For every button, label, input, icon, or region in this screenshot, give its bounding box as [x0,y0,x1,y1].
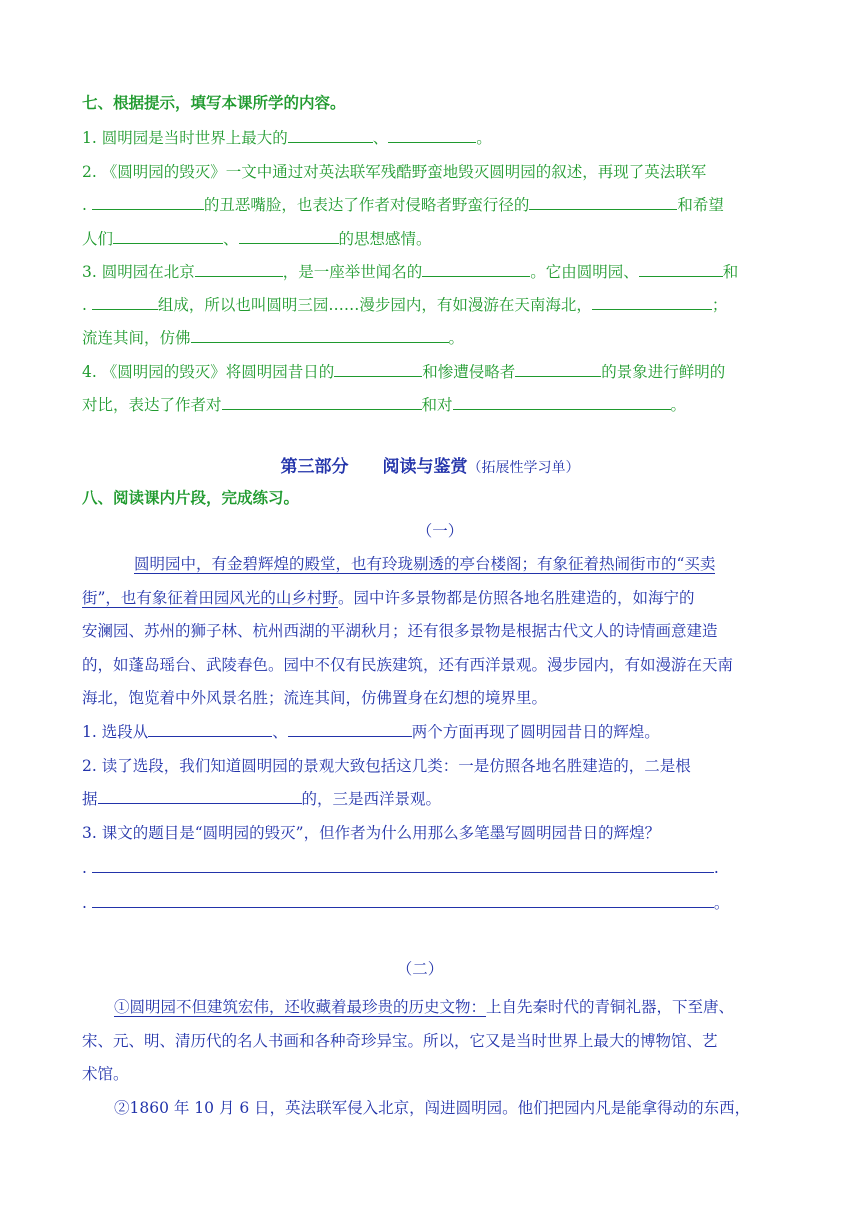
answer2-end: 。 [713,894,730,912]
passage2-line4: ②1860 年 10 月 6 日，英法联军侵入北京，闯进圆明园。他们把园内凡是能拿得动的东西， [114,1099,751,1117]
passage1-line3: 安澜园、苏州的狮子林、杭州西湖的平湖秋月；还有很多景物是根据古代文人的诗情画意建造 [82,622,718,640]
s7-q3-text-d: 和 [722,263,739,281]
s8-q2-text-b: 的，三是西洋景观。 [301,790,442,808]
s7-q4-text-f: 。 [670,396,687,414]
s8-q1-text-a: 1. 选段从 [82,723,149,741]
s7-question-3-line3 [82,327,782,349]
s7-q1-blank-1[interactable] [288,127,373,143]
s7-q2-blank-1[interactable] [92,194,204,210]
passage1-line2-rest: 。园中许多景物都是仿照各地名胜建造的，如海宁的 [337,589,695,607]
s7-q3-blank-6[interactable] [191,327,449,343]
s7-q1-sep: 、 [372,129,389,147]
passage2-line1 [114,996,784,1018]
part3-subtitle: （拓展性学习单） [467,460,580,476]
part3-title-text: 第三部分 阅读与鉴赏 [280,457,468,477]
s7-q4-blank-1[interactable] [334,361,422,377]
s7-q2-text-d: 人们 [82,230,114,248]
s8-q1-blank-2[interactable] [288,721,412,737]
part3-title [0,456,860,479]
s7-question-4-line1 [82,361,782,383]
s7-q4-text-e: 和对 [421,396,453,414]
s7-q2-sep: 、 [223,230,239,248]
s7-q3-blank-5[interactable] [592,294,712,310]
s7-question-3-line2 [82,294,782,316]
s8-answer-blank-2[interactable] [92,892,714,908]
s7-q3-text-f: ； [711,296,728,314]
s7-question-1 [82,127,782,149]
s8-q2-text-a: 据 [82,790,98,808]
passage1-label: （一） [416,522,464,540]
s7-question-2-line1: 2. 《圆明园的毁灭》一文中通过对英法联军残酷野蛮地毁灭圆明园的叙述，再现了英法联军 [82,163,707,181]
passage1-line4: 的，如蓬岛瑶台、武陵春色。园中不仅有民族建筑，还有西洋景观。漫步园内，有如漫游在天南 [82,656,734,674]
section8-heading: 八、阅读课内片段，完成练习。 [82,488,300,507]
s8-answer-blank-1[interactable] [92,857,714,873]
s7-q3-dot: . [82,296,87,314]
s7-q3-blank-4[interactable] [92,294,158,310]
passage2-underlined: ①圆明园不但建筑宏伟，还收藏着最珍贵的历史文物： [114,998,487,1016]
s7-question-4-line2 [82,394,782,416]
passage1-line2 [82,587,782,609]
section7-heading: 七、根据提示，填写本课所学的内容。 [82,93,346,112]
s7-q4-text-d: 对比，表达了作者对 [82,396,222,414]
s7-q3-text-g: 流连其间，仿佛 [82,329,191,347]
answer2-dot: . [82,894,87,912]
s7-question-2-line3 [82,228,782,250]
s8-question-2-line1: 2. 读了选段，我们知道圆明园的景观大致包括这几类：一是仿照各地名胜建造的，二是根 [82,757,691,775]
s7-q4-blank-3[interactable] [222,394,422,410]
s7-q2-blank-4[interactable] [239,228,339,244]
s7-q3-blank-2[interactable] [422,261,530,277]
s7-q2-text-c: 和希望 [677,196,724,214]
s8-q2-blank[interactable] [98,788,302,804]
passage1-line1 [134,553,784,575]
s7-q3-text-c: 。它由圆明园、 [530,263,639,281]
s7-q2-dot: . [82,196,87,214]
s7-q3-text-e: 组成，所以也叫圆明三园……漫步园内，有如漫游在天南海北， [157,296,592,314]
s7-q1-end: 。 [476,129,492,147]
s8-question-3: 3. 课文的题目是“圆明园的毁灭”，但作者为什么用那么多笔墨写圆明园昔日的辉煌？ [82,824,661,842]
passage2-line3: 术馆。 [82,1065,129,1083]
s7-q3-text-a: 3. 圆明园在北京 [82,263,195,281]
s7-question-2-line2 [82,194,782,216]
s7-q3-blank-3[interactable] [639,261,723,277]
s7-q4-blank-2[interactable] [515,361,601,377]
s7-q2-blank-3[interactable] [113,228,223,244]
passage2-label: （二） [396,960,444,978]
s7-q4-blank-4[interactable] [453,394,671,410]
passage2-line2: 宋、元、明、清历代的名人书画和各种奇珍异宝。所以，它又是当时世界上最大的博物馆、艺 [82,1032,718,1050]
answer1-end: . [713,859,719,877]
passage1-underlined-1: 圆明园中，有金碧辉煌的殿堂，也有玲珑剔透的亭台楼阁；有象征着热闹街市的“买卖 [134,555,716,573]
s8-question-1 [82,721,782,743]
s7-q4-text-b: 和惨遭侵略者 [422,363,516,381]
s8-q1-sep: 、 [272,723,288,741]
s7-q2-blank-2[interactable] [529,194,677,210]
s7-q4-text-a: 4. 《圆明园的毁灭》将圆明园昔日的 [82,363,335,381]
s7-q4-text-c: 的景象进行鲜明的 [601,363,726,381]
s7-q3-text-h: 。 [448,329,465,347]
s8-q1-text-c: 两个方面再现了圆明园昔日的辉煌。 [411,723,660,741]
s7-q2-text-b: 的丑恶嘴脸，也表达了作者对侵略者野蛮行径的 [203,196,530,214]
s7-q3-text-b: ，是一座举世闻名的 [282,263,423,281]
s7-q1-text: 1. 圆明园是当时世界上最大的 [82,129,288,147]
passage2-line1-rest: 上自先秦时代的青铜礼器，下至唐、 [486,998,735,1016]
s8-question-2-line2 [82,788,782,810]
s7-question-3-line1 [82,261,782,283]
s8-answer-line-1 [82,857,782,879]
s7-q3-blank-1[interactable] [195,261,283,277]
s7-q2-text-e: 的思想感情。 [338,230,432,248]
s8-q1-blank-1[interactable] [148,721,272,737]
answer1-dot: . [82,859,87,877]
passage1-underlined-2: 街”，也有象征着田园风光的山乡村野 [82,589,338,607]
passage1-line5: 海北，饱览着中外风景名胜；流连其间，仿佛置身在幻想的境界里。 [82,689,548,707]
s7-q1-blank-2[interactable] [388,127,476,143]
s8-answer-line-2 [82,892,782,914]
